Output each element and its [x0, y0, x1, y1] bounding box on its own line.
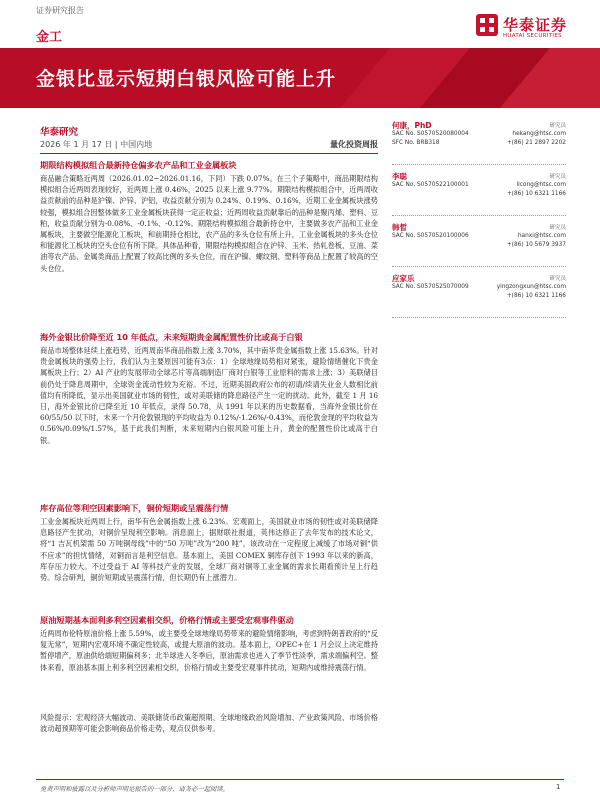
analyst-name: 何康，PhD [392, 121, 432, 130]
logo-text-en: HUATAI SECURITIES [503, 33, 562, 39]
risk-note: 风险提示：宏观经济大幅波动、美联储货币政策超预期、全球地缘政治风险增加、产业政策风险、市场价格波动超预期等可能会影响商品价格走势，观点仅供参考。 [40, 713, 378, 734]
report-date: 2026 年 1 月 17 日 [40, 140, 113, 149]
date-region: 2026 年 1 月 17 日 | 中国内地 [40, 140, 153, 149]
logo-text-cn: 华泰证券 [503, 16, 568, 34]
section-crude-oil [40, 615, 378, 673]
region-label: 中国内地 [120, 140, 153, 149]
page-number: 1 [556, 783, 561, 791]
analyst-phone: +(86) 10 5679 3937 [506, 242, 566, 248]
section-copper [40, 503, 378, 583]
analyst-sac: SAC No. S0570522100001 [392, 182, 469, 188]
report-kind: 量化投资周报 [330, 140, 378, 149]
industry-label: 金工 [36, 30, 63, 45]
section-body: 近两周布伦特原油价格上涨 5.59%，或主要受全球地缘局势带来的避险情绪影响，考虑到特朗普政府的“反复无常”，短期内宏观环境不确定性较高，或提大原油的波动。基本面上，OPEC+在 1 月会议上决定维持暂停增产，原油供给端短期偏利多；北半球进入冬季后，原油需求也进入了季节性淡季，需求端偏利空。整体来看，原油基本面上利多利空因素相交织，价格行情或主要受宏观事件扰动，短期内或维持震荡行情。 [40, 629, 378, 672]
section-heading: 海外金银比价降至近 10 年低点，未来短期贵金属配置性价比或高于白银 [40, 332, 303, 342]
analyst-role: 研究员 [549, 174, 566, 180]
company-logo [476, 14, 586, 42]
analyst-email[interactable]: licong@htsc.com [516, 182, 566, 188]
analyst-card [392, 220, 566, 267]
date-line [40, 139, 378, 154]
analyst-card [392, 169, 566, 216]
analyst-phone: +(86) 21 2897 2202 [506, 140, 566, 146]
analyst-sfc: SFC No. BRB318 [392, 140, 440, 146]
analyst-sac: SAC No. S0570520080004 [392, 131, 469, 137]
analyst-email[interactable]: hekang@htsc.com [512, 131, 566, 137]
analyst-card [392, 271, 566, 318]
section-heading: 库存高位等利空因素影响下，铜价短期或呈震荡行情 [40, 503, 229, 513]
analyst-name: 韩晳 [392, 223, 407, 232]
section-heading: 原油短期基本面利多利空因素相交织，价格行情或主要受宏观事件驱动 [40, 615, 294, 625]
section-gold-silver [40, 332, 378, 446]
section-body: 工业金属板块近两周上行，南华有色金属指数上涨 6.23%。宏观面上，美国就业市场的韧性或对美联储降息路径产生扰动，对铜价呈现利空影响。消息面上，据财联社报道，英伟达修正了去年发布的技术论文，将“1 吉瓦机架需 50 万吨铜母线”中的“50 万吨”改为“200 吨”，该改动在一定程度上减缓了市场对铜“供不应求”的担忧情绪，对铜而言是利空信息。基本面上，美国 COMEX 铜库存创下 1993 年以来的新高，库存压力较大。不过受益于 AI 等科技产业的发展，全球厂商对铜等工业金属的需求长期看预计呈上行趋势。综合研判，铜价短期或呈震荡行情，但长期仍有上涨潜力。 [40, 517, 378, 583]
analyst-role: 研究员 [549, 123, 566, 129]
section-body: 商品市场整体延续上涨趋势，近两周南华商品指数上涨 3.70%，其中南华贵金属指数上涨 15.63%。针对贵金属板块的强势上行，我们认为主要原因可能有3点：1）全球地缘局势相对紧张，避险情绪催化下贵金属板块上行；2）AI 产业的发展带动全球芯片等高端制造厂商对白银等工业原料的需求上涨；3）美联储目前仍处于降息周期中，全球资金流动性较为充裕。不过，近期美国政府公布的初请/续请失业金人数相比前值均有所降低，显示出美国就业市场的韧性，或对美联储的降息路径产生一定的扰动。此外，截至 1 月 16 日，海外金银比价已降至近 10 年低点，录得 50.78，从 1991 年以来的历史数据看，当海外金银比价在 60/55/50 以下时，未来一个月伦敦银现的平均收益为 0.12%/-1.26%/-0.43%，而伦敦金现的平均收益为0.56%/0.09%/1.57%，基于此我们判断，未来短期内白银风险可能上升，黄金的配置性价比或高于白银。 [40, 346, 378, 445]
analyst-sac: SAC No. S0570520100006 [392, 233, 469, 239]
footer-divider [36, 779, 564, 780]
section-term-structure [40, 160, 378, 274]
analyst-role: 研究员 [549, 276, 566, 282]
analyst-sidebar [392, 118, 566, 322]
logo-mark-icon [476, 14, 498, 36]
report-type-label: 证券研究报告 [36, 6, 84, 15]
org-name: 华泰研究 [40, 127, 79, 138]
report-title: 金银比显示短期白银风险可能上升 [36, 68, 337, 90]
analyst-phone: +(86) 10 6321 1166 [506, 293, 566, 299]
analyst-card [392, 118, 566, 165]
title-banner [0, 48, 600, 108]
footer-disclaimer: 免责声明和披露以及分析师声明是报告的一部分，请务必一起阅读。 [40, 786, 229, 793]
analyst-name: 李聪 [392, 172, 407, 181]
section-body: 商品融合策略近两周（2026.01.02~2026.01.16，下同）下跌 0.07%。在三个子策略中，商品期限结构模拟组合近两周表现较好，近两周上涨 0.46%，2025 以来上涨 9.77%。期限结构模拟组合中，近两周收益贡献前的品种是沪镍、沪锌、沪铝，收益贡献分别为 0.24%、0.19%、0.16%，近期工业金属板块涨势较强，模拟组合因整体做多工业金属板块获得一定正收益；近两周收益贡献靠后的品种是聚丙烯、塑料、豆粕，收益贡献分别为-0.08%、-0.1%、-0.12%。期限结构模拟组合最新持仓中，主要做多农产品和工业金属板块，主要做空能源化工板块，和前期持仓相比，农产品的多头仓位有所上升，工业金属板块的多头仓位和能源化工板块的空头仓位有所下降。具体品种看，期限结构模拟组合在沪锌、玉米、热轧卷板、豆油、菜油等农产品、金属类商品上配置了较高比例的多头仓位，而在沪镍、螺纹钢、塑料等商品上配置了较高的空头仓位。 [40, 174, 378, 273]
analyst-sac: SAC No. S0570525070009 [392, 284, 469, 290]
analyst-email[interactable]: yingzongxun@htsc.com [496, 284, 566, 290]
analyst-phone: +(86) 10 6321 1166 [506, 191, 566, 197]
analyst-role: 研究员 [549, 225, 566, 231]
analyst-email[interactable]: hanxi@htsc.com [517, 233, 566, 239]
section-heading: 期限结构模拟组合最新持仓偏多农产品和工业金属板块 [40, 160, 237, 170]
analyst-name: 应家乐 [392, 274, 415, 283]
